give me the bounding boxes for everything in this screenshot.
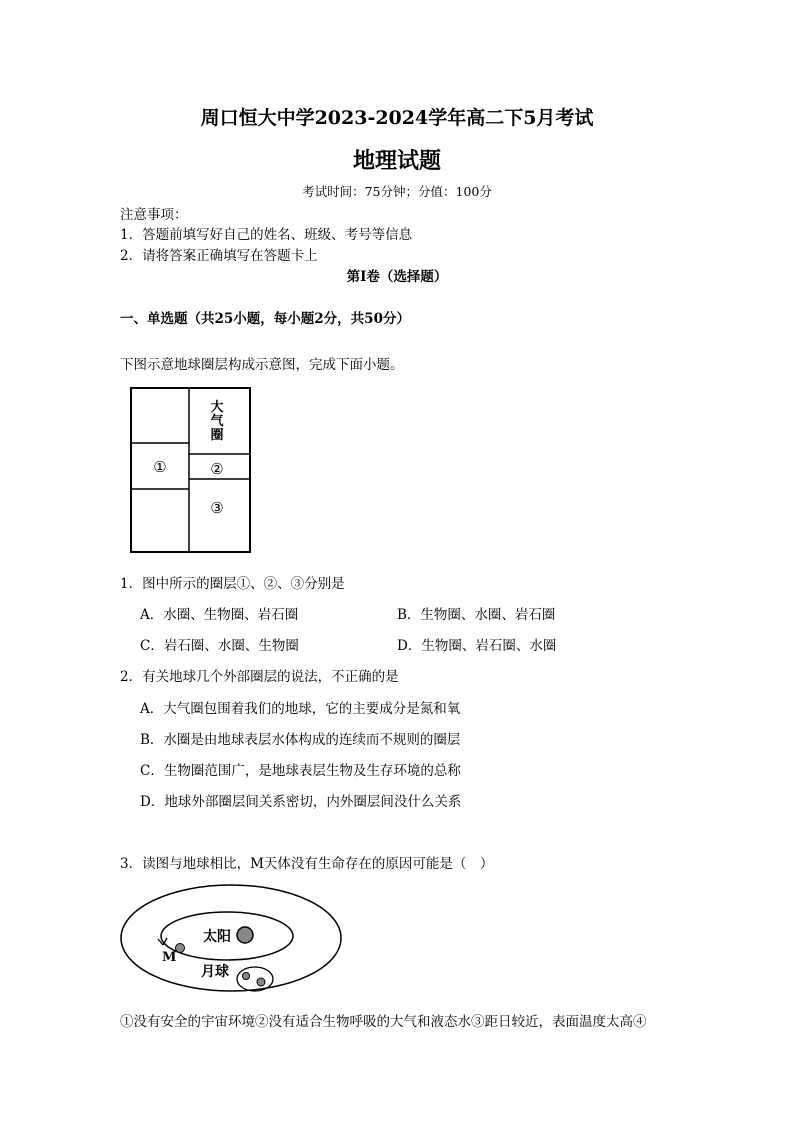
question-option: D．生物圈、岩石圈、水圈	[397, 638, 557, 654]
question-option: A．大气圈包围着我们的地球，它的主要成分是氮和氧	[140, 701, 461, 717]
question-option: C．岩石圈、水圈、生物圈	[140, 638, 299, 654]
orbit-diagram	[118, 880, 348, 1000]
sun-icon	[237, 927, 253, 943]
earth-icon	[243, 973, 250, 980]
question-option: B．生物圈、水圈、岩石圈	[397, 607, 556, 623]
diagram-frame	[131, 388, 250, 552]
moon-orbit	[237, 967, 273, 991]
atmosphere-label: 圈	[210, 428, 224, 443]
atmosphere-label: 气	[210, 414, 224, 429]
notice-heading: 注意事项：	[120, 207, 188, 223]
question-option: D．地球外部圈层间关系密切，内外圈层间没什么关系	[140, 794, 462, 810]
m-body-icon	[176, 944, 185, 953]
question-option: B．水圈是由地球表层水体构成的连续而不规则的圈层	[140, 732, 461, 748]
subject-title: 地理试题	[352, 148, 441, 174]
atmosphere-label: 大	[210, 400, 224, 415]
volume-heading: 第I卷（选择题）	[346, 269, 448, 285]
statements-text: ①没有安全的宇宙环境②没有适合生物呼吸的大气和液态水③距日较近，表面温度太高④	[120, 1014, 647, 1030]
sphere-label-3: ③	[210, 499, 224, 517]
question-stem: 1．图中所示的圈层①、②、③分别是	[120, 576, 345, 592]
notice-item: 1．答题前填写好自己的姓名、班级、考号等信息	[120, 227, 413, 243]
intro-text: 下图示意地球圈层构成示意图，完成下面小题。	[120, 357, 404, 373]
notice-item: 2．请将答案正确填写在答题卡上	[120, 248, 318, 264]
exam-title: 周口恒大中学2023-2024学年高二下5月考试	[200, 107, 594, 129]
exam-meta: 考试时间：75分钟；分值：100分	[302, 184, 492, 199]
sphere-label-1: ①	[153, 458, 167, 476]
moon-label: 月球	[201, 964, 229, 980]
sphere-label-2: ②	[210, 460, 224, 478]
part-heading: 一、单选题（共25小题，每小题2分，共50分）	[120, 311, 410, 327]
question-option: C．生物圈范围广，是地球表层生物及生存环境的总称	[140, 763, 461, 779]
m-label: M	[162, 950, 177, 965]
sun-label: 太阳	[203, 929, 231, 945]
sphere-diagram	[130, 387, 252, 555]
question-stem: 3．读图与地球相比，M天体没有生命存在的原因可能是（ ）	[120, 856, 494, 872]
moon-icon	[257, 978, 265, 986]
question-stem: 2．有关地球几个外部圈层的说法，不正确的是	[120, 669, 399, 685]
question-option: A．水圈、生物圈、岩石圈	[140, 607, 299, 623]
outer-orbit	[121, 885, 341, 991]
